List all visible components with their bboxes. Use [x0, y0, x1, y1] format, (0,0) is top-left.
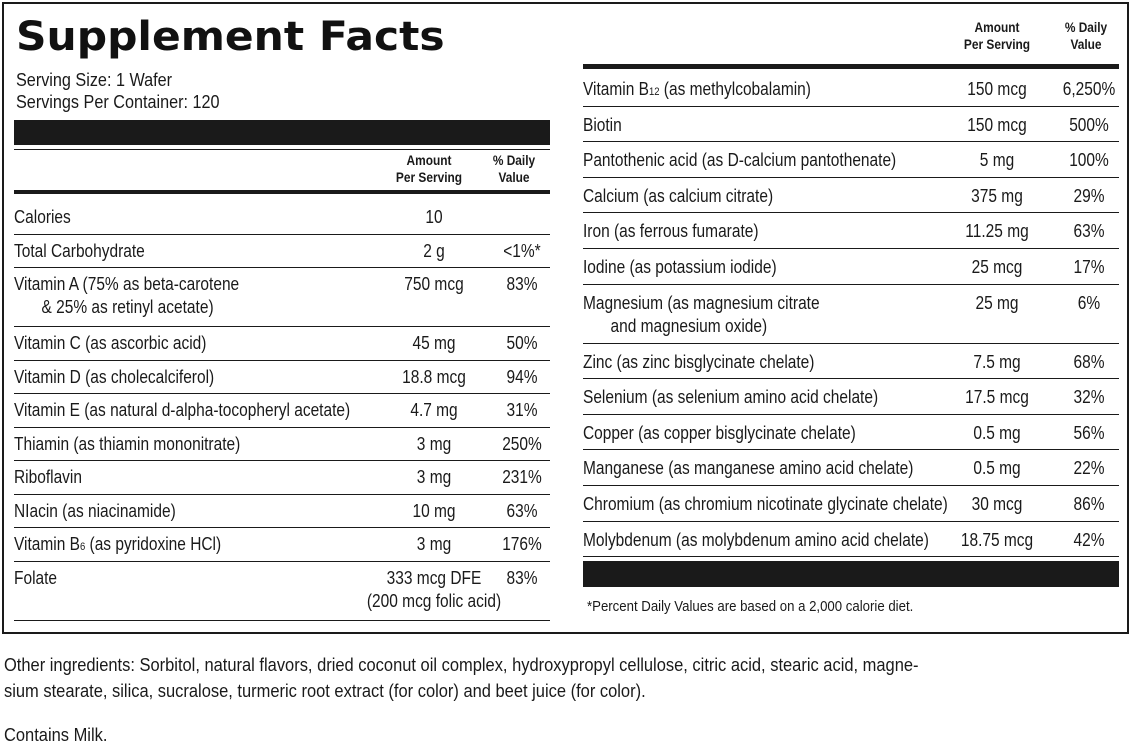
amount-line1: 3 mg: [416, 433, 452, 454]
left-thin-rule: [14, 149, 550, 150]
nutrient-subscript: 6: [79, 541, 86, 553]
left-nutrient-row: [14, 235, 550, 269]
nutrient-name-main: Vitamin B: [583, 79, 649, 99]
nutrient-daily-value: 42%: [1073, 529, 1105, 550]
left-nutrient-row: [14, 361, 550, 395]
nutrient-name: [583, 220, 759, 243]
nutrient-daily-value: 86%: [1073, 494, 1105, 514]
amount-line1: 375 mg: [971, 185, 1023, 206]
nutrient-daily-value: 231%: [502, 467, 542, 487]
other-ingredients: [4, 652, 1065, 704]
nutrient-daily-value: 31%: [506, 400, 538, 420]
nutrient-name-line1: Riboflavin: [14, 467, 82, 487]
nutrient-daily-value: 176%: [502, 534, 542, 554]
right-nutrient-row: [583, 450, 1119, 486]
right-dv-header: [1052, 19, 1120, 53]
nutrient-name-line2: and magnesium oxide): [610, 315, 768, 336]
nutrient-daily-value: 29%: [1073, 185, 1105, 206]
nutrient-name: [14, 567, 57, 590]
nutrient-name-line1: Thiamin (as thiamin mononitrate): [14, 433, 241, 454]
amount-line1: 150 mcg: [967, 79, 1027, 99]
right-nutrient-row: [583, 379, 1119, 415]
panel-title: Supplement Facts: [16, 14, 445, 60]
amount-line2: (200 mcg folic acid): [366, 590, 502, 611]
nutrient-name: [583, 185, 773, 208]
amount-header-line2: Per Serving: [395, 169, 463, 185]
amount-line1: 5 mg: [979, 150, 1015, 171]
amount-line1: 10 mg: [412, 500, 456, 521]
amount-line1: 45 mg: [412, 333, 456, 353]
nutrient-name: [583, 256, 777, 279]
nutrient-name: [14, 366, 214, 389]
left-amount-header: [382, 152, 476, 186]
dv-header-line2: Value: [498, 169, 530, 185]
nutrient-name: [14, 206, 71, 229]
amount-line1: 3 mg: [416, 467, 452, 487]
nutrient-name-detail: (as methylcobalamin): [659, 79, 811, 99]
amount-line1: 4.7 mg: [410, 400, 458, 420]
amount-line1: 0.5 mg: [973, 422, 1021, 443]
right-nutrient-row: [583, 285, 1119, 344]
nutrient-daily-value: 63%: [506, 500, 538, 521]
amount-line1: 2 g: [423, 240, 445, 261]
nutrient-name: [583, 529, 929, 552]
nutrient-name-line1: Iodine (as potassium iodide): [583, 257, 777, 277]
nutrient-amount: [357, 206, 512, 229]
amount-line1: 18.75 mcg: [960, 529, 1034, 550]
nutrient-subscript: 12: [648, 86, 660, 98]
left-nutrient-row: [14, 428, 550, 462]
dv-header-line1: % Daily: [1064, 19, 1108, 35]
amount-line1: 18.8 mcg: [402, 366, 466, 387]
nutrient-name-line1: Chromium (as chromium nicotinate glycinate chelate): [583, 494, 948, 514]
nutrient-name: [14, 399, 350, 422]
amount-header-line1: Amount: [974, 19, 1020, 35]
left-nutrient-row: [14, 268, 550, 327]
nutrient-name-line1: Pantothenic acid (as D-calcium pantothenate): [583, 150, 897, 171]
nutrient-name-line1: Folate: [14, 567, 58, 588]
left-nutrient-row: [14, 201, 550, 235]
nutrient-name: [14, 466, 82, 489]
right-header-rule: [583, 64, 1119, 69]
nutrient-name-line1: Calories: [14, 207, 71, 227]
left-nutrient-row: [14, 394, 550, 428]
nutrient-name: [14, 533, 221, 559]
nutrient-daily-value: 68%: [1073, 351, 1105, 372]
nutrient-daily-value: 63%: [1073, 221, 1105, 242]
nutrient-name-line1: NIacin (as niacinamide): [14, 500, 176, 521]
nutrient-name-line1: Manganese (as manganese amino acid chelate): [583, 458, 914, 479]
left-nutrient-row: [14, 528, 550, 562]
nutrient-name-line1: Total Carbohydrate: [14, 240, 145, 261]
nutrient-name-line1: Magnesium (as magnesium citrate: [583, 292, 820, 313]
nutrient-name: [583, 493, 948, 516]
right-thick-rule: [583, 561, 1119, 587]
nutrient-daily-value: 100%: [1069, 150, 1109, 171]
nutrient-name-line1: Molybdenum (as molybdenum amino acid chelate): [583, 529, 929, 550]
nutrient-name-line1: Vitamin D (as cholecalciferol): [14, 366, 215, 387]
right-nutrient-row: [583, 522, 1119, 558]
nutrient-daily-value: 17%: [1073, 257, 1105, 277]
nutrient-daily-value: 6,250%: [1062, 79, 1116, 99]
right-nutrient-row: [583, 71, 1119, 107]
left-header-rule: [14, 190, 550, 194]
nutrient-name-line2: & 25% as retinyl acetate): [41, 297, 214, 317]
nutrient-name: [14, 240, 145, 263]
nutrient-name-line1: Vitamin C (as ascorbic acid): [14, 333, 207, 353]
nutrient-name: [583, 457, 913, 480]
nutrient-name: [583, 78, 811, 104]
amount-line1: 7.5 mg: [973, 351, 1021, 372]
nutrient-name-line1: Calcium (as calcium citrate): [583, 185, 774, 206]
amount-line1: 17.5 mcg: [965, 387, 1029, 408]
right-nutrient-row: [583, 415, 1119, 451]
amount-line1: 25 mg: [975, 292, 1019, 313]
nutrient-name: [583, 149, 896, 172]
left-nutrient-row: [14, 562, 550, 621]
nutrient-name: [583, 351, 814, 374]
amount-line1: 3 mg: [416, 534, 452, 554]
amount-header-line2: Per Serving: [963, 36, 1031, 52]
left-nutrient-row: [14, 461, 550, 495]
daily-value-footnote: *Percent Daily Values are based on a 2,000 calorie diet.: [587, 598, 914, 615]
supplement-facts-panel: [2, 2, 1129, 634]
nutrient-daily-value: 6%: [1077, 292, 1101, 313]
amount-line1: 11.25 mg: [965, 221, 1029, 242]
nutrient-name-detail: (as pyridoxine HCl): [85, 534, 222, 554]
amount-line1: 750 mcg: [404, 274, 464, 294]
nutrient-daily-value: 94%: [506, 366, 538, 387]
nutrient-daily-value: 500%: [1069, 114, 1109, 135]
left-thick-rule: [14, 120, 550, 145]
nutrient-name-line1: Zinc (as zinc bisglycinate chelate): [583, 351, 815, 372]
amount-line1: 333 mcg DFE: [386, 567, 482, 588]
nutrient-daily-value: 56%: [1073, 422, 1105, 443]
ingredients-text: Other ingredients: Sorbitol, natural flavors, dried coconut oil complex, hydroxypropyl cellulose, citric acid, stearic acid, magne- sium stearate, silica, sucralose, turmeric root extract (for color) and beet juice (for color).: [4, 655, 919, 701]
nutrient-daily-value: <1%*: [503, 240, 541, 261]
nutrient-name-line1: Vitamin E (as natural d-alpha-tocopheryl acetate): [14, 400, 351, 420]
right-amount-header: [950, 19, 1044, 53]
right-nutrient-row: [583, 344, 1119, 380]
amount-header-line1: Amount: [406, 152, 452, 168]
nutrient-daily-value: 32%: [1073, 387, 1105, 408]
left-nutrient-row: [14, 327, 550, 361]
right-nutrient-row: [583, 107, 1119, 143]
servings-per-container: Servings Per Container: 120: [16, 92, 220, 112]
right-nutrient-row: [583, 178, 1119, 214]
right-nutrient-row: [583, 213, 1119, 249]
nutrient-name: [14, 433, 240, 456]
right-nutrient-row: [583, 142, 1119, 178]
nutrient-name-line1: Iron (as ferrous fumarate): [583, 221, 759, 242]
allergen-statement: Contains Milk.: [4, 725, 108, 744]
amount-line1: 25 mcg: [971, 257, 1023, 277]
nutrient-name: [583, 292, 820, 338]
nutrient-name-line1: Selenium (as selenium amino acid chelate): [583, 387, 879, 408]
nutrient-name-line1: Biotin: [583, 114, 622, 135]
dv-header-line2: Value: [1070, 36, 1102, 52]
nutrient-name-main: Vitamin B: [14, 534, 80, 554]
left-nutrient-row: [14, 495, 550, 529]
amount-line1: 0.5 mg: [973, 458, 1021, 479]
nutrient-daily-value: 22%: [1073, 458, 1105, 479]
right-nutrient-row: [583, 486, 1119, 522]
nutrient-daily-value: 250%: [502, 433, 542, 454]
amount-line1: 30 mcg: [971, 494, 1023, 514]
right-nutrient-row: [583, 249, 1119, 285]
nutrient-name-line1: Vitamin A (75% as beta-carotene: [14, 274, 240, 294]
dv-header-line1: % Daily: [492, 152, 536, 168]
nutrient-name-line1: Copper (as copper bisglycinate chelate): [583, 422, 856, 443]
amount-line1: 150 mcg: [967, 114, 1027, 135]
amount-line1: 10: [425, 207, 443, 227]
nutrient-name: [583, 386, 878, 409]
serving-size: Serving Size: 1 Wafer: [16, 70, 173, 90]
nutrient-daily-value: 50%: [506, 333, 538, 353]
left-dv-header: [480, 152, 548, 186]
nutrient-daily-value: 83%: [506, 567, 538, 588]
nutrient-name: [14, 273, 239, 319]
nutrient-name: [14, 500, 176, 523]
nutrient-name: [583, 422, 856, 445]
nutrient-name: [583, 114, 622, 137]
nutrient-name: [14, 332, 206, 355]
nutrient-daily-value: 83%: [506, 274, 538, 294]
